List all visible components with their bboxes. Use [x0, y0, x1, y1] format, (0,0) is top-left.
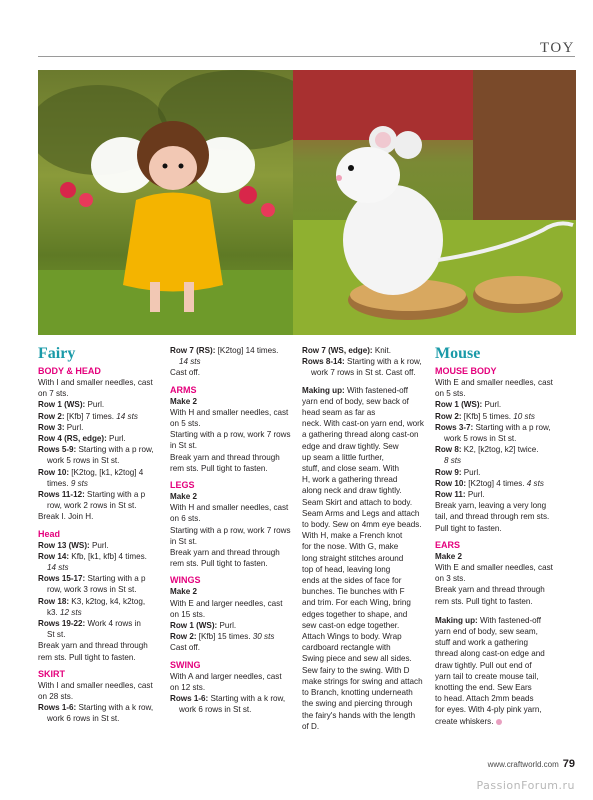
text-line: in St st.: [170, 536, 197, 546]
column-making-up: [302, 345, 432, 732]
mouse-title: Mouse: [435, 345, 481, 362]
text-line: 8 sts: [444, 456, 462, 466]
text-line: yarn tail to create mouse tail,: [435, 671, 539, 681]
body-head-heading: BODY & HEAD: [38, 366, 101, 376]
text-line: 14 sts: [179, 357, 201, 367]
text-line: up seam a little further,: [302, 452, 384, 462]
making-up-line: Making up: With fastened-off: [302, 385, 409, 395]
mouse-body-heading: MOUSE BODY: [435, 366, 497, 376]
text-line: Break yarn and thread through: [435, 585, 545, 595]
text-line: on 28 sts.: [38, 692, 74, 702]
make-count: Make 2: [435, 551, 462, 561]
row-line: Rows 1-6: Starting with a k row,: [38, 703, 154, 713]
text-line: stuff and work a gathering: [435, 638, 528, 648]
row-line: Row 2: [Kfb] 5 times. 10 sts: [435, 411, 535, 421]
make-count: Make 2: [170, 492, 197, 502]
text-line: draw tightly. Pull out end of: [435, 660, 532, 670]
text-line: the swing and piercing through: [302, 699, 413, 709]
text-line: neck. With cast-on yarn end, work: [302, 419, 424, 429]
fairy-photo: [38, 70, 294, 335]
row-line: Row 10: [K2tog, [k1, k2tog] 4: [38, 467, 144, 477]
row-line: Rows 1-6: Starting with a k row,: [170, 694, 286, 704]
text-line: Break yarn and thread through: [170, 548, 280, 558]
text-line: along neck and draw tightly.: [302, 486, 402, 496]
text-line: on 5 sts.: [435, 389, 466, 399]
text-line: on 12 sts.: [170, 682, 206, 692]
text-line: work 6 rows in St st.: [47, 714, 120, 724]
swing-heading: SWING: [170, 659, 201, 670]
row-line: Row 2: [Kfb] 7 times. 14 sts: [38, 411, 138, 421]
text-line: of D.: [302, 721, 320, 731]
row-line: Row 10: [K2tog] 4 times. 4 sts: [435, 478, 544, 488]
row-line: Row 18: K3, k2tog, k4, k2tog,: [38, 596, 146, 606]
text-line: rem sts. Pull tight to fasten.: [170, 463, 268, 473]
text-line: Break yarn, leaving a very long: [435, 501, 547, 511]
text-line: on 15 sts.: [170, 609, 206, 619]
text-line: sew cast-on edge together.: [302, 620, 400, 630]
text-line: Break yarn and thread through: [38, 641, 148, 651]
text-line: edges together to shape, and: [302, 609, 408, 619]
text-line: rem sts. Pull tight to fasten.: [435, 596, 533, 606]
text-line: for the nose. With G, make: [302, 542, 399, 552]
row-line: Row 1 (WS): Purl.: [170, 621, 237, 631]
column-fairy: [38, 345, 166, 725]
text-line: on 7 sts.: [38, 389, 69, 399]
text-line: stuff, and close seam. With: [302, 464, 400, 474]
text-line: Seam Skirt and attach to body.: [302, 497, 413, 507]
text-line: With H, make a French knot: [302, 531, 403, 541]
row-line: Rows 8-14: Starting with a k row,: [302, 357, 422, 367]
text-line: Starting with a p row, work 7 rows: [170, 525, 291, 535]
text-line: St st.: [47, 630, 66, 640]
fairy-title: Fairy: [38, 345, 76, 362]
head-heading: Head: [38, 528, 61, 539]
legs-heading: LEGS: [170, 480, 195, 491]
text-line: to body. Sew on 4mm eye beads.: [302, 520, 422, 530]
row-line: times. 9 sts: [47, 478, 88, 488]
mouse-photo: [293, 70, 576, 335]
text-line: row, work 2 rows in St st.: [47, 501, 137, 511]
text-line: yarn end of body, sew back of: [302, 396, 409, 406]
text-line: head seam as far as: [302, 408, 376, 418]
row-line: Rows 5-9: Starting with a p row,: [38, 445, 154, 455]
row-line: Row 9: Purl.: [435, 467, 481, 477]
text-line: Break I. Join H.: [38, 512, 94, 522]
text-line: Attach Wings to body. Wrap: [302, 632, 402, 642]
text-line: in St st.: [170, 441, 197, 451]
ears-heading: EARS: [435, 539, 461, 550]
wings-heading: WINGS: [170, 575, 201, 586]
row-line: Row 7 (RS): [K2tog] 14 times.: [170, 346, 279, 355]
text-line: to Branch, knotting underneath: [302, 688, 413, 698]
text-line: thread along cast-on edge and: [435, 649, 545, 659]
text-line: to head. Attach 2mm beads: [435, 694, 534, 704]
text-line: With I and smaller needles, cast: [38, 680, 153, 690]
row-line: Rows 19-22: Work 4 rows in: [38, 619, 141, 629]
text-line: and trim. For each Wing, bring: [302, 598, 411, 608]
text-line: knotting the end. Sew Ears: [435, 683, 532, 693]
text-line: Cast off.: [170, 368, 200, 378]
text-line: Starting with a p row, work 7 rows: [170, 430, 291, 440]
make-count: Make 2: [170, 396, 197, 406]
text-line: on 5 sts.: [170, 419, 201, 429]
text-line: Seam Arms and Legs and attach: [302, 508, 420, 518]
text-line: 14 sts: [47, 563, 69, 573]
text-line: With H and smaller needles, cast: [170, 503, 289, 513]
row-line: Row 3: Purl.: [38, 422, 84, 432]
row-line: k3. 12 sts: [47, 607, 82, 617]
row-line: Rows 11-12: Starting with a p: [38, 490, 146, 500]
row-line: Rows 15-17: Starting with a p: [38, 574, 146, 584]
skirt-heading: SKIRT: [38, 668, 65, 679]
text-line: Cast off.: [170, 643, 200, 653]
text-line-end: create whiskers.: [435, 716, 575, 727]
row-line: Row 1 (WS): Purl.: [38, 400, 105, 410]
text-line: With E and larger needles, cast: [170, 598, 283, 608]
text-line: ends at the sides of face for: [302, 576, 402, 586]
end-mark-icon: [496, 719, 502, 725]
text-line: cardboard rectangle with: [302, 643, 391, 653]
text-line: for eyes. With 4-ply pink yarn,: [435, 705, 542, 715]
text-line: yarn end of body, sew seam,: [435, 627, 538, 637]
text-line: make strings for swing and attach: [302, 676, 423, 686]
column-mouse: [435, 345, 575, 727]
text-line: on 6 sts.: [170, 514, 201, 524]
row-line: Row 4 (RS, edge): Purl.: [38, 434, 126, 444]
arms-heading: ARMS: [170, 384, 197, 395]
text-line: work 5 rows in St st.: [444, 434, 517, 444]
text-line: With I and smaller needles, cast: [38, 378, 153, 387]
row-line: Row 14: Kfb, [k1, kfb] 4 times.: [38, 551, 147, 561]
row-line: Row 8: K2, [k2tog, k2] twice.: [435, 445, 539, 455]
row-line: Row 1 (WS): Purl.: [435, 400, 502, 410]
text-line: rem sts. Pull tight to fasten.: [170, 559, 268, 569]
text-line: Pull tight to fasten.: [435, 523, 502, 533]
text-line: tail, and thread through rem sts.: [435, 512, 550, 522]
section-rule: [38, 56, 575, 57]
page-number: 79: [562, 758, 575, 770]
text-line: top of head, leaving long: [302, 564, 391, 574]
text-line: long straight stitches around: [302, 553, 404, 563]
text-line: H, work a gathering thread: [302, 475, 398, 485]
text-line: work 7 rows in St st. Cast off.: [311, 368, 416, 378]
text-line: With H and smaller needles, cast: [170, 407, 289, 417]
row-line: Rows 3-7: Starting with a p row,: [435, 422, 551, 432]
text-line: a gathering thread along cast-on: [302, 430, 419, 440]
watermark: PassionForum.ru: [476, 779, 575, 792]
text-line: bunches. Tie bunches with F: [302, 587, 405, 597]
row-line: Row 2: [Kfb] 15 times. 30 sts: [170, 632, 275, 642]
make-count: Make 2: [170, 587, 197, 597]
making-up-line: Making up: With fastened-off: [435, 615, 542, 625]
text-line: the fairy's hands with the length: [302, 710, 416, 720]
row-line: Row 13 (WS): Purl.: [38, 540, 109, 550]
text-line: work 5 rows in St st.: [47, 456, 120, 466]
text-line: row, work 3 rows in St st.: [47, 585, 137, 595]
text-line: With E and smaller needles, cast: [435, 378, 553, 387]
text-line: edge and draw tightly. Sew: [302, 441, 399, 451]
column-fairy-parts: [170, 345, 298, 715]
text-line: Break yarn and thread through: [170, 452, 280, 462]
text-line: Sew fairy to the swing. With D: [302, 665, 410, 675]
text-line: With E and smaller needles, cast: [435, 563, 553, 573]
row-line: Row 7 (WS, edge): Knit.: [302, 346, 392, 355]
footer-site: www.craftworld.com: [487, 760, 559, 769]
section-tag: TOY: [539, 40, 575, 56]
text-line: With A and larger needles, cast: [170, 671, 282, 681]
text-line: work 6 rows in St st.: [179, 705, 252, 715]
text-line: on 3 sts.: [435, 574, 466, 584]
text-line: rem sts. Pull tight to fasten.: [38, 652, 136, 662]
row-line: Row 11: Purl.: [435, 490, 485, 500]
page-footer: [488, 758, 575, 770]
text-line: Swing piece and sew all sides.: [302, 654, 412, 664]
